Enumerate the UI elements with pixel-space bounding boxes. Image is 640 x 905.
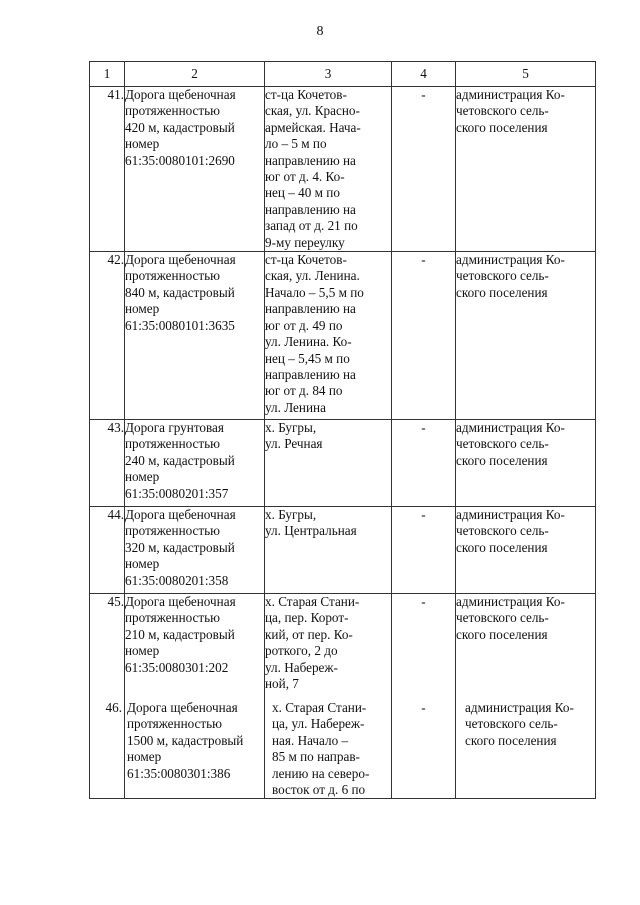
- owner-name: [456, 507, 596, 594]
- text-line: 61:35:0080101:3635: [125, 317, 235, 333]
- text-line: четовского сель-: [456, 610, 549, 626]
- text-line: ул. Речная: [265, 436, 323, 452]
- text-line: ной, 7: [265, 676, 299, 692]
- column-header: 3: [265, 62, 392, 87]
- text-line: кий, от пер. Ко-: [265, 626, 353, 642]
- text-line: 1500 м, кадастровый: [127, 732, 244, 748]
- text-line: администрация Ко-: [465, 700, 574, 716]
- text-line: протяженностью: [125, 268, 221, 284]
- text-line: номер: [125, 556, 160, 572]
- register-table: [89, 61, 596, 799]
- table-row: [90, 252, 596, 420]
- text-line: четовского сель-: [456, 436, 549, 452]
- text-line: ло – 5 м по: [265, 136, 327, 152]
- text-line: Дорога щебеночная: [127, 700, 238, 716]
- object-address: [265, 594, 392, 799]
- text-line: 210 м, кадастровый: [125, 626, 235, 642]
- object-description: [125, 594, 265, 799]
- owner-name: [456, 252, 596, 420]
- table-row: [90, 87, 596, 252]
- text-line: юг от д. 84 по: [265, 383, 343, 399]
- column-4-value: -: [392, 507, 456, 594]
- text-line: ул. Ленина: [265, 399, 326, 415]
- text-line: протяженностью: [125, 523, 221, 539]
- text-line: роткого, 2 до: [265, 643, 338, 659]
- text-line: ского поселения: [456, 452, 548, 468]
- text-line: ул. Ленина. Ко-: [265, 334, 352, 350]
- object-description-46: [125, 700, 264, 782]
- row-number: 44.: [90, 507, 125, 594]
- text-line: х. Старая Стани-: [272, 700, 367, 716]
- column-header: 4: [392, 62, 456, 87]
- object-address: [265, 507, 392, 594]
- text-line: 61:35:0080301:202: [125, 659, 229, 675]
- text-line: ца, ул. Набереж-: [272, 716, 365, 732]
- text-line: 61:35:0080101:2690: [125, 152, 235, 168]
- text-line: х. Бугры,: [265, 420, 317, 436]
- text-line: четовского сель-: [456, 523, 549, 539]
- column-4-value-45: -: [421, 594, 426, 610]
- text-line: ст-ца Кочетов-: [265, 252, 347, 268]
- text-line: ского поселения: [456, 626, 548, 642]
- text-line: номер: [127, 749, 162, 765]
- text-line: х. Старая Стани-: [265, 594, 360, 610]
- text-line: 61:35:0080301:386: [127, 765, 231, 781]
- object-address: [265, 252, 392, 420]
- text-line: ная. Начало –: [272, 732, 349, 748]
- column-4-value: [392, 594, 456, 799]
- page-number: 8: [316, 24, 324, 39]
- text-line: ская, ул. Красно-: [265, 103, 360, 119]
- object-description: [125, 420, 265, 507]
- object-address-46: [265, 700, 391, 798]
- text-line: ул. Набереж-: [265, 659, 338, 675]
- text-line: ул. Центральная: [265, 523, 357, 539]
- text-line: нец – 5,45 м по: [265, 350, 350, 366]
- text-line: 9-му переулку: [265, 234, 345, 250]
- column-4-value: -: [392, 420, 456, 507]
- text-line: юг от д. 4. Ко-: [265, 169, 345, 185]
- text-line: 61:35:0080201:357: [125, 485, 229, 501]
- text-line: ского поселения: [456, 284, 548, 300]
- column-4-value: -: [392, 252, 456, 420]
- column-header: 2: [125, 62, 265, 87]
- text-line: ского поселения: [465, 732, 557, 748]
- text-line: протяженностью: [125, 103, 221, 119]
- text-line: ского поселения: [456, 539, 548, 555]
- text-line: протяженностью: [125, 610, 221, 626]
- text-line: протяженностью: [125, 436, 221, 452]
- text-line: номер: [125, 136, 160, 152]
- text-line: четовского сель-: [456, 268, 549, 284]
- text-line: четовского сель-: [456, 103, 549, 119]
- text-line: 240 м, кадастровый: [125, 452, 235, 468]
- row-number-46: 46.: [105, 700, 122, 716]
- object-description: [125, 87, 265, 252]
- table-row: [90, 420, 596, 507]
- text-line: 840 м, кадастровый: [125, 284, 235, 300]
- text-line: номер: [125, 643, 160, 659]
- text-line: ца, пер. Корот-: [265, 610, 349, 626]
- column-header: 5: [456, 62, 596, 87]
- text-line: администрация Ко-: [456, 252, 565, 268]
- text-line: администрация Ко-: [456, 594, 565, 610]
- text-line: х. Бугры,: [265, 507, 317, 523]
- owner-name: [456, 420, 596, 507]
- owner-name: [456, 594, 596, 799]
- text-line: ст-ца Кочетов-: [265, 87, 347, 102]
- text-line: 320 м, кадастровый: [125, 539, 235, 555]
- owner-name-45: [456, 594, 595, 643]
- text-line: Дорога грунтовая: [125, 420, 224, 436]
- text-line: Начало – 5,5 м по: [265, 284, 364, 300]
- text-line: администрация Ко-: [456, 87, 565, 102]
- text-line: 420 м, кадастровый: [125, 119, 235, 135]
- object-address: [265, 87, 392, 252]
- text-line: протяженностью: [127, 716, 223, 732]
- text-line: направлению на: [265, 152, 356, 168]
- text-line: юг от д. 49 по: [265, 317, 343, 333]
- row-number-45: 45.: [107, 594, 124, 610]
- text-line: администрация Ко-: [456, 420, 565, 436]
- text-line: нец – 40 м по: [265, 185, 340, 201]
- owner-name: [456, 87, 596, 252]
- object-address-45: [265, 594, 391, 692]
- text-line: Дорога щебеночная: [125, 594, 236, 610]
- text-line: Дорога щебеночная: [125, 252, 236, 268]
- text-line: направлению на: [265, 301, 356, 317]
- text-line: запад от д. 21 по: [265, 218, 358, 234]
- text-line: направлению на: [265, 366, 356, 382]
- object-description-45: [125, 594, 264, 676]
- text-line: 85 м по направ-: [272, 749, 360, 765]
- row-number: 43.: [90, 420, 125, 507]
- text-line: администрация Ко-: [456, 507, 565, 523]
- object-address: [265, 420, 392, 507]
- text-line: номер: [125, 301, 160, 317]
- text-line: направлению на: [265, 201, 356, 217]
- text-line: Дорога щебеночная: [125, 507, 236, 523]
- table-header-row: [90, 62, 596, 87]
- text-line: армейская. Нача-: [265, 119, 361, 135]
- text-line: восток от д. 6 по: [272, 782, 366, 798]
- row-number: [90, 594, 125, 799]
- object-description: [125, 252, 265, 420]
- text-line: ского поселения: [456, 119, 548, 135]
- column-4-value-46: -: [421, 700, 426, 716]
- row-number: 41.: [90, 87, 125, 252]
- object-description: [125, 507, 265, 594]
- text-line: лению на северо-: [272, 765, 370, 781]
- column-header: 1: [90, 62, 125, 87]
- text-line: четовского сель-: [465, 716, 558, 732]
- table-row: [90, 594, 596, 799]
- text-line: Дорога щебеночная: [125, 87, 236, 102]
- column-4-value: -: [392, 87, 456, 252]
- table-row: [90, 507, 596, 594]
- text-line: 61:35:0080201:358: [125, 572, 229, 588]
- owner-name-46: [456, 700, 595, 749]
- row-number: 42.: [90, 252, 125, 420]
- text-line: номер: [125, 469, 160, 485]
- text-line: ская, ул. Ленина.: [265, 268, 360, 284]
